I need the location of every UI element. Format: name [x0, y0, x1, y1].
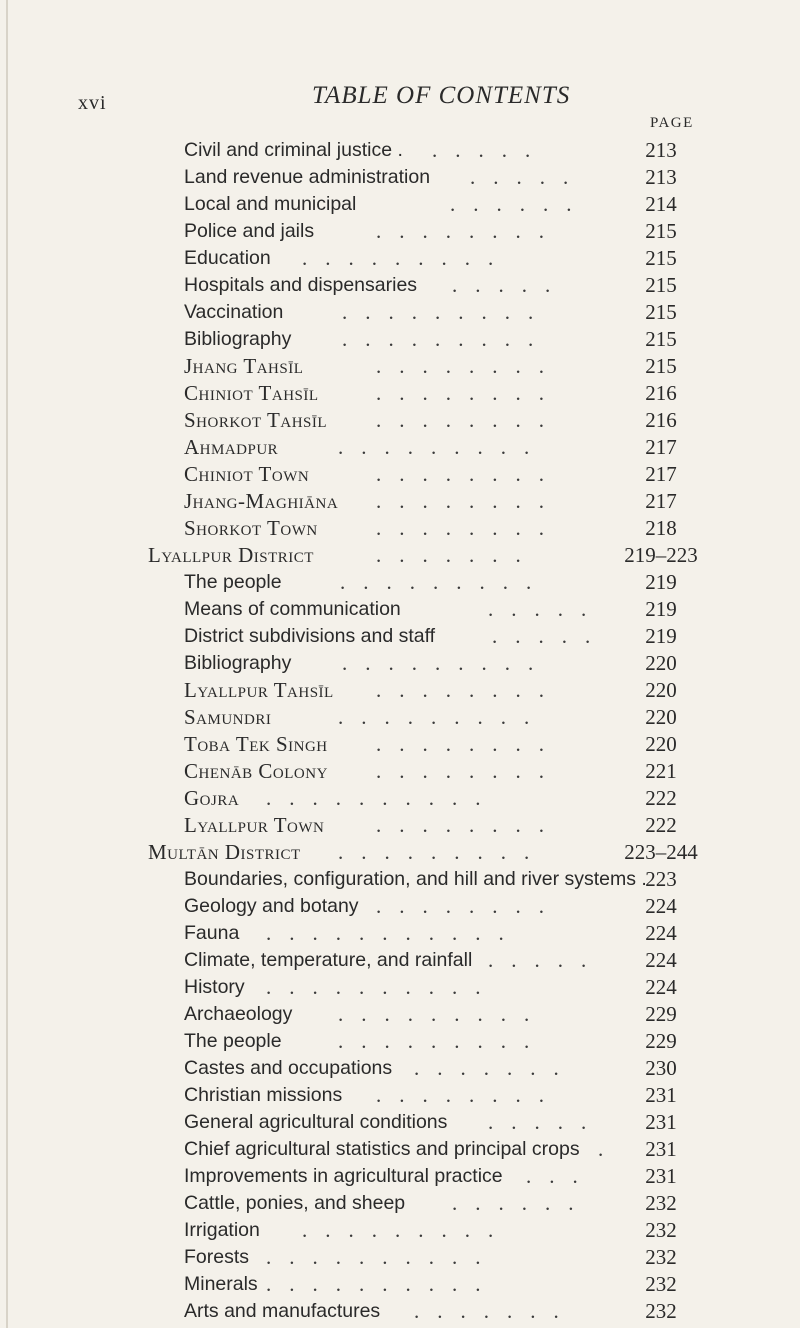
- leader-dots: .......: [414, 1056, 577, 1080]
- toc-entry-page: 217: [645, 489, 677, 513]
- toc-entry-title: Samundri: [184, 705, 272, 729]
- toc-entry[interactable]: [0, 649, 800, 677]
- leader-dots: .........: [342, 327, 552, 351]
- toc-entry[interactable]: [0, 406, 800, 434]
- leader-dots: ........: [376, 354, 562, 378]
- toc-entry[interactable]: [0, 136, 800, 164]
- leader-dots: .........: [342, 651, 552, 675]
- leader-dots: ..........: [266, 786, 499, 810]
- toc-entry-page: 231: [645, 1110, 677, 1134]
- toc-entry[interactable]: [0, 730, 800, 758]
- toc-entry-page: 215: [645, 354, 677, 378]
- toc-entry-page: 213: [645, 138, 677, 162]
- toc-entry-page: 224: [645, 975, 677, 999]
- leader-dots: ........: [376, 678, 562, 702]
- toc-entry[interactable]: [0, 190, 800, 218]
- toc-entry[interactable]: [0, 973, 800, 1001]
- toc-entry-page: 219: [645, 570, 677, 594]
- toc-entry[interactable]: [0, 352, 800, 380]
- toc-entry-title: The people: [184, 1030, 282, 1052]
- toc-entry-title: Lyallpur Tahsīl: [184, 678, 334, 702]
- toc-entry-title: District subdivisions and staff: [184, 625, 436, 647]
- leader-dots: ........: [376, 489, 562, 513]
- toc-entry-title: Land revenue administration: [184, 166, 431, 188]
- toc-entry-page: 217: [645, 462, 677, 486]
- toc-entry-title: Cattle, ponies, and sheep: [184, 1192, 406, 1214]
- toc-entry-title: Chiniot Tahsīl: [184, 381, 319, 405]
- leader-dots: .....: [492, 624, 609, 648]
- toc-entry-district[interactable]: [0, 541, 800, 569]
- toc-entry-page: 215: [645, 246, 677, 270]
- toc-entry-page: 232: [645, 1245, 677, 1269]
- toc-entry[interactable]: [0, 379, 800, 407]
- leader-dots: .........: [338, 1002, 548, 1026]
- toc-entry-title: Climate, temperature, and rainfall: [184, 949, 473, 971]
- toc-entry[interactable]: [0, 865, 800, 893]
- toc-entry-page: 220: [645, 678, 677, 702]
- toc-entry-page: 220: [645, 651, 677, 675]
- toc-entry-title: Hospitals and dispensaries: [184, 274, 418, 296]
- leader-dots: ..........: [266, 1245, 499, 1269]
- toc-entry-page: 220: [645, 705, 677, 729]
- toc-entry-title: Boundaries, configuration, and hill and river systems .: [184, 868, 647, 890]
- toc-entry-title: Chenāb Colony: [184, 759, 328, 783]
- toc-entry-page: 231: [645, 1164, 677, 1188]
- leader-dots: ......: [450, 192, 590, 216]
- toc-entry[interactable]: [0, 1108, 800, 1136]
- leader-dots: ........: [376, 516, 562, 540]
- toc-entry[interactable]: [0, 433, 800, 461]
- toc-entry-title: Bibliography: [184, 652, 292, 674]
- toc-entry[interactable]: [0, 487, 800, 515]
- toc-entry-title: Gojra: [184, 786, 240, 810]
- leader-dots: .........: [342, 300, 552, 324]
- toc-entry[interactable]: [0, 946, 800, 974]
- leader-dots: .....: [452, 273, 569, 297]
- page-number: xvi: [78, 92, 107, 114]
- toc-entry-title: Lyallpur Town: [184, 813, 325, 837]
- running-title: TABLE OF CONTENTS: [312, 82, 571, 109]
- toc-entry[interactable]: [0, 163, 800, 191]
- toc-entry-page: 224: [645, 948, 677, 972]
- toc-entry-page: 219: [645, 624, 677, 648]
- toc-entry-title: General agricultural conditions: [184, 1111, 448, 1133]
- toc-entry-page: 215: [645, 273, 677, 297]
- toc-entry-title: Education: [184, 247, 271, 269]
- toc-entry-page: 213: [645, 165, 677, 189]
- toc-entry-page: 224: [645, 921, 677, 945]
- toc-entry-page: 219: [645, 597, 677, 621]
- toc-entry[interactable]: [0, 919, 800, 947]
- toc-entry-page: 221: [645, 759, 677, 783]
- toc-entry[interactable]: [0, 622, 800, 650]
- toc-entry[interactable]: [0, 1297, 800, 1325]
- leader-dots: .........: [340, 570, 550, 594]
- toc-entry-page: 216: [645, 381, 677, 405]
- toc-entry-page: 220: [645, 732, 677, 756]
- toc-entry[interactable]: [0, 892, 800, 920]
- toc-entry-title: Ahmadpur: [184, 435, 279, 459]
- toc-entry-title: Civil and criminal justice .: [184, 139, 403, 161]
- toc-entry[interactable]: [0, 1054, 800, 1082]
- toc-entry-title: Bibliography: [184, 328, 292, 350]
- leader-dots: ...........: [266, 921, 522, 945]
- toc-entry-page: 223: [645, 867, 677, 891]
- toc-entry-page: 232: [645, 1299, 677, 1323]
- toc-entry-page: 230: [645, 1056, 677, 1080]
- toc-entry-page: 214: [645, 192, 677, 216]
- leader-dots: ........: [376, 894, 562, 918]
- toc-entry[interactable]: [0, 271, 800, 299]
- toc-entry-page: 229: [645, 1029, 677, 1053]
- leader-dots: .........: [338, 435, 548, 459]
- toc-entry-page: 232: [645, 1272, 677, 1296]
- toc-entry-page: 217: [645, 435, 677, 459]
- toc-entry-page: 224: [645, 894, 677, 918]
- toc-entry-title: Irrigation: [184, 1219, 260, 1241]
- toc-entry-title: Jhang Tahsīl: [184, 354, 304, 378]
- toc-entry-page: 216: [645, 408, 677, 432]
- toc-entry-page: 232: [645, 1191, 677, 1215]
- leader-dots: .........: [338, 840, 548, 864]
- toc-entry[interactable]: [0, 703, 800, 731]
- toc-entry-page: 218: [645, 516, 677, 540]
- toc-entry[interactable]: [0, 244, 800, 272]
- toc-entry-page: 231: [645, 1137, 677, 1161]
- leader-dots: ........: [376, 813, 562, 837]
- toc-entry-title: Jhang-Maghiāna: [184, 489, 339, 513]
- toc-entry-title: Multān District: [148, 840, 301, 864]
- leader-dots: ........: [376, 1083, 562, 1107]
- toc-entry-page: 229: [645, 1002, 677, 1026]
- leader-dots: ..........: [266, 1272, 499, 1296]
- leader-dots: .....: [488, 948, 605, 972]
- toc-entry-page: 231: [645, 1083, 677, 1107]
- toc-entry[interactable]: [0, 1000, 800, 1028]
- toc-entry-page: 222: [645, 813, 677, 837]
- toc-entry[interactable]: [0, 757, 800, 785]
- leader-dots: .........: [302, 1218, 512, 1242]
- toc-entry[interactable]: [0, 1081, 800, 1109]
- leader-dots: .......: [414, 1299, 577, 1323]
- leader-dots: .....: [432, 138, 549, 162]
- leader-dots: ...: [526, 1164, 596, 1188]
- toc-entry[interactable]: [0, 811, 800, 839]
- toc-entry-page: 223–244: [624, 840, 698, 864]
- leader-dots: ........: [376, 219, 562, 243]
- toc-entry-title: Chief agricultural statistics and principal crops: [184, 1138, 580, 1160]
- toc-entry-title: Fauna: [184, 922, 240, 944]
- toc-entry-title: Christian missions: [184, 1084, 343, 1106]
- toc-entry[interactable]: [0, 514, 800, 542]
- leader-dots: .........: [338, 705, 548, 729]
- toc-entry[interactable]: [0, 1135, 800, 1163]
- toc-entry[interactable]: [0, 784, 800, 812]
- toc-entry[interactable]: [0, 298, 800, 326]
- leader-dots: ..........: [266, 975, 499, 999]
- toc-entry[interactable]: [0, 1189, 800, 1217]
- toc-entry-page: 222: [645, 786, 677, 810]
- toc-entry-title: Forests: [184, 1246, 250, 1268]
- leader-dots: .........: [302, 246, 512, 270]
- toc-entry-title: Castes and occupations: [184, 1057, 393, 1079]
- toc-entry-title: Archaeology: [184, 1003, 293, 1025]
- toc-entry[interactable]: [0, 325, 800, 353]
- leader-dots: ........: [376, 462, 562, 486]
- leader-dots: ........: [376, 759, 562, 783]
- toc-entry-title: Lyallpur District: [148, 543, 314, 567]
- toc-entry-title: The people: [184, 571, 282, 593]
- leader-dots: ........: [376, 408, 562, 432]
- toc-entry-title: Shorkot Tahsīl: [184, 408, 328, 432]
- leader-dots: .....: [488, 597, 605, 621]
- toc-entry[interactable]: [0, 595, 800, 623]
- toc-entry[interactable]: [0, 676, 800, 704]
- leader-dots: .......: [376, 543, 539, 567]
- toc-entry-title: Improvements in agricultural practice: [184, 1165, 503, 1187]
- toc-entry-title: Means of communication: [184, 598, 401, 620]
- toc-entry[interactable]: [0, 1243, 800, 1271]
- toc-entry-title: Toba Tek Singh: [184, 732, 328, 756]
- page-column-label: PAGE: [650, 115, 694, 131]
- toc-entry-title: History: [184, 976, 245, 998]
- toc-entry-title: Local and municipal: [184, 193, 357, 215]
- toc-entry-page: 219–223: [624, 543, 698, 567]
- toc-entry-district[interactable]: [0, 838, 800, 866]
- toc-entry-title: Geology and botany: [184, 895, 359, 917]
- toc-entry-page: 232: [645, 1218, 677, 1242]
- leader-dots: .: [598, 1137, 622, 1161]
- leader-dots: ........: [376, 381, 562, 405]
- toc-entry-title: Minerals: [184, 1273, 258, 1295]
- toc-entry[interactable]: [0, 1270, 800, 1298]
- toc-entry-title: Shorkot Town: [184, 516, 318, 540]
- leader-dots: .........: [338, 1029, 548, 1053]
- toc-entry[interactable]: [0, 217, 800, 245]
- toc-entry[interactable]: [0, 1027, 800, 1055]
- toc-entry-page: 215: [645, 300, 677, 324]
- leader-dots: ......: [452, 1191, 592, 1215]
- leader-dots: .....: [488, 1110, 605, 1134]
- toc-entry-page: 215: [645, 219, 677, 243]
- toc-entry[interactable]: [0, 568, 800, 596]
- toc-entry[interactable]: [0, 1216, 800, 1244]
- toc-entry-title: Police and jails: [184, 220, 315, 242]
- toc-entry[interactable]: [0, 460, 800, 488]
- toc-entry-title: Arts and manufactures: [184, 1300, 381, 1322]
- toc-entry-page: 215: [645, 327, 677, 351]
- toc-entry[interactable]: [0, 1162, 800, 1190]
- toc-entry-title: Chiniot Town: [184, 462, 310, 486]
- toc-entry-title: Vaccination: [184, 301, 284, 323]
- leader-dots: .....: [470, 165, 587, 189]
- leader-dots: ........: [376, 732, 562, 756]
